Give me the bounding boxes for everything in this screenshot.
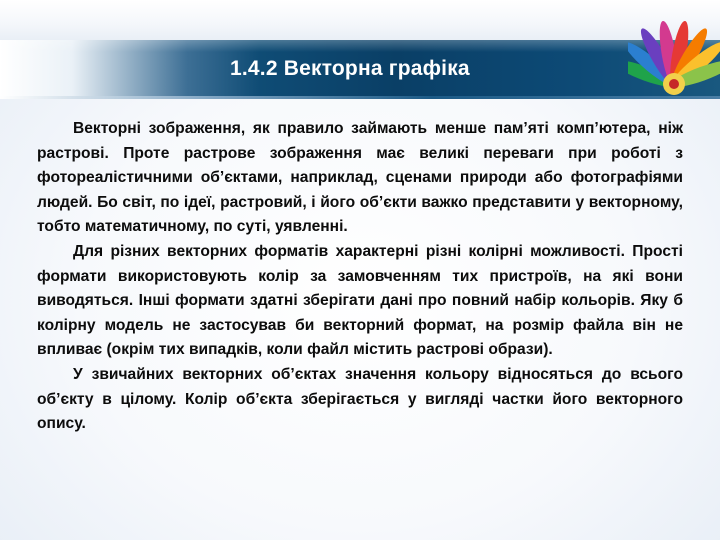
page-title: 1.4.2 Векторна графіка: [230, 57, 470, 80]
title-bar-shine: [0, 40, 720, 52]
body-text: [37, 117, 683, 437]
paragraph-3: У звичайних векторних об’єктах значення кольору відносяться до всього об’єкту в цілому. Колір об’єкта зберігається у вигляді частки його векторного опису.: [37, 365, 683, 433]
header-banner: [0, 0, 720, 100]
feather-logo-icon: [628, 18, 720, 104]
banner-top: [0, 0, 720, 40]
paragraph-2: Для різних векторних форматів характерні різні колірні можливості. Прості формати використовують колір за замовченням тих пристроїв, на які вони виводяться. Інші формати здатні зберігати дані про повний набір кольорів. Яку б колірну модель не застосував би векторний формат, на розмір файла він не впливає (окрім тих випадків, коли файл містить растрові образи).: [37, 242, 683, 359]
banner-divider: [0, 96, 720, 99]
paragraph-1: Векторні зображення, як правило займають менше пам’яті комп’ютера, ніж растрові. Проте растрове зображення має великі переваги при роботі з фотореалістичними об’єктами, наприклад, сценами природи або фотографіями людей. Бо світ, по ідеї, растровий, і його об’єкти важко представити у векторному, тобто математичному, по суті, уявленні.: [37, 120, 683, 236]
